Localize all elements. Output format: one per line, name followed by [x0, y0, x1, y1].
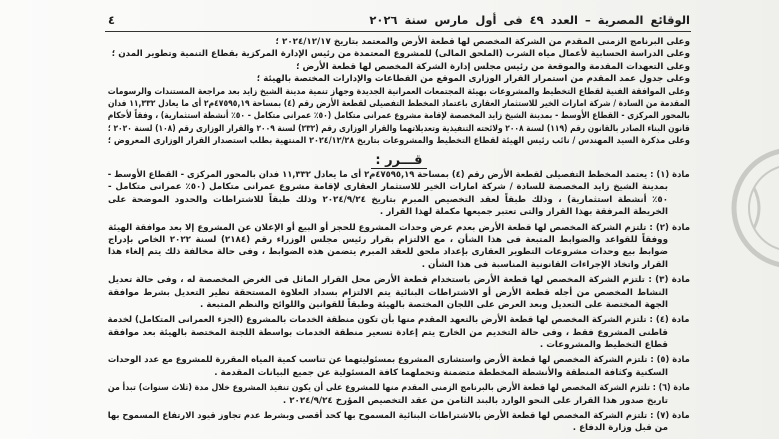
article-label: مادة (٢) : — [649, 222, 690, 233]
preamble-text: وعلى البرنامج الزمنى المقدم من الشركة المخصص لها قطعة الأرض والمعتمد بتاريخ ٢٠٢٤/١٢/١٧ ؛ — [275, 37, 690, 47]
preamble-text: وعلى مذكرة السيد المهندس / نائب رئيس الهيئة لقطاع التخطيط والمشروعات بتاريخ ٢٠٢٤/١٢/٢٨ المنتهية بطلب استصدار القرار الوزارى المعروض ؛ — [108, 136, 690, 147]
article-text: تلتزم الشركة المخصص لها قطعة الأرض بالتعهد المقدم منها بأن تكون منطقة الخدمات بالمشروع (الجزء العمرانى المتكامل) لخدمة — [108, 315, 648, 326]
article-text: تلتزم الشركة المخصص لها قطعة الأرض واستشارى المشروع بمسئوليتهما عن تناسب كمية المياه المقررة للمشروع مع عدد الوحدات — [108, 355, 648, 366]
seal-watermark — [692, 148, 779, 268]
article-line — [108, 246, 690, 258]
decree-text: قـــرر : — [371, 153, 426, 169]
article-line — [108, 314, 690, 326]
article-text: ضوابط بيع وحدات مشروعات التطوير العقارى بإعداد ملحق للعقد المبرم يتضمن هذه الضوابط ، وفى حالة مخالفة ذلك يتم إلغاء هذا — [108, 247, 668, 258]
article-text: السكنية وكثافة المنطقة والأنشطة المخططة متضمنة وتحملهما كافة المسئولية عن جميع البيانات المقدمة . — [214, 367, 668, 378]
preamble-text: وعلى جدول عمد المقدم من استمرار القرار الوزارى الموقع من القطاعات والإدارات المختصة بالهيئة ؛ — [256, 74, 690, 85]
article-text: بمدينة الشيخ زايد المخصصة للسادة / شركة امارات الخير للاستثمار العقارى لإقامة مشروع عمرانى متكامل (٥٠٪ عمرانى متكامل - — [108, 182, 668, 193]
article-6 — [108, 382, 690, 407]
article-text: ووفقاً للقواعد والضوابط المتبعة فى هذا الشأن ، مع الالتزام بقرار رئيس مجلس الوزراء رقم (٢١٨٤) لسنة ٢٠٢٢ الخاص بإدراج — [108, 234, 668, 245]
article-label: مادة (٥) : — [650, 355, 690, 366]
line-content — [108, 274, 690, 286]
header-rule — [105, 31, 691, 32]
preamble-line — [108, 98, 690, 110]
article-line — [108, 194, 690, 206]
preamble-text: المقدمة من السادة / شركة امارات الخير للاستثمار العقارى باعتماد المخطط التفصيلى لقطعة الأرض رقم (٤) بمساحة ٤٧٥٩٥,١٩م٢ أى ما يعادل ١١,٣٣٢ فدان — [108, 98, 690, 109]
article-text: قاطنى المشروع فقط ، وفى حالة التخديم من الخارج يتم إعادة تسعير منطقة الخدمات بواسطة اللجنة المختصة بالهيئة بعد موافقة — [108, 327, 668, 338]
article-line — [108, 422, 690, 434]
article-5 — [108, 354, 690, 379]
line-content — [108, 382, 690, 394]
article-7 — [108, 410, 690, 435]
line-content — [108, 354, 690, 366]
page-header — [108, 11, 690, 29]
article-line — [108, 327, 690, 339]
preamble-text: قانون البناء الصادر بالقانون رقم (١١٩) لسنة ٢٠٠٨ ولائحته التنفيذية وتعديلاتهما والقرار الوزارى رقم (٢٣٢) لسنة ٢٠٠٩ والقرار الوزارى رقم (١٠٨) لسنة ٢٠٢٠ ؛ — [108, 123, 690, 134]
preamble-line — [108, 48, 690, 60]
article-text: تلتزم الشركة المخصص لها قطعة الأرض بالاشتراطات البنائية المسموح بها كحد أقصى وبشرط عدم تجاوز قيود الارتفاع المسموح بها — [108, 411, 648, 422]
article-label: مادة (٤) : — [649, 315, 690, 326]
preamble-line — [108, 61, 690, 73]
gazette-title: الوقائع المصرية – العدد ٤٩ فى أول مارس سنة ٢٠٢٦ — [369, 13, 690, 27]
preamble-text: وعلى التعهدات المقدمة والموقعة من رئيس مجلس إدارة الشركة المخصص لها قطعة الأرض ؛ — [296, 61, 690, 72]
article-text: من قبل وزارة الدفاع . — [572, 423, 668, 434]
article-2 — [108, 222, 690, 272]
seal-emblem-mark — [754, 188, 759, 228]
article-line — [108, 222, 690, 234]
article-line — [108, 234, 690, 246]
article-line — [108, 367, 690, 379]
article-text: يعتمد المخطط التفصيلى لقطعة الأرض رقم (٤) بمساحة ٤٧٥٩٥,١٩م٢ أى ما يعادل ١١,٣٣٢ فدان بالمحور المركزى - القطاع الأوسط - — [108, 170, 648, 180]
line-content — [108, 169, 690, 181]
article-text: النشاط المخصص من أجله قطعة الأرض أو الاشتراطات البنائية يتم الالتزام بسداد العلاوة المستحقة نظير التعديل بشرط موافقة — [108, 287, 668, 298]
preamble-text: وعلى الموافقة الفنية لقطاع التخطيط والمشروعات بهيئة المجتمعات العمرانية الجديدة وجهاز تنمية مدينة الشيخ زايد بعد مراجعة المستندات والرسومات — [108, 86, 690, 97]
preamble-line — [108, 123, 690, 135]
article-label: مادة (٦) : — [652, 383, 690, 394]
line-content — [108, 222, 690, 234]
article-line — [108, 382, 690, 394]
preamble-line — [108, 110, 690, 122]
article-text: تلتزم الشركة المخصص لها قطعة الأرض بالبرنامج الزمنى المقدم منها للمشروع على أن يكون تنفيذ المشروع خلال مدة (ثلاث سنوات) تبدأ من — [108, 383, 651, 394]
seal-inner-ring — [749, 165, 779, 251]
article-text: تلتزم الشركة المخصص لها قطعة الأرض بعدم عرض وحدات المشروع للحجز أو البيع أو الإعلان عن المشروع إلا بعد موافقة الهيئة — [108, 222, 647, 233]
seal-outer-ring — [734, 150, 779, 266]
preamble-line — [108, 86, 690, 98]
article-text: قطاع التخطيط والمشروعات . — [539, 340, 668, 351]
preamble-text: بالمحور المركزى - القطاع الأوسط - بمدينة الشيخ زايد المخصصة لإقامة مشروع عمرانى متكامل (٥٠٪ عمرانى متكامل - ٥٠٪ أنشطة استثمارية) ، وفقاً لأحكام — [108, 111, 690, 122]
article-3 — [108, 274, 690, 311]
preamble-text: وعلى الدراسة الحسابية لأعمال مياه الشرب (الملحق المالى) للمشروع المعتمدة من رئيس الإدارة المركزية بقطاع التنمية وتطوير المدن ؛ — [111, 49, 690, 60]
article-4 — [108, 314, 690, 351]
article-line — [108, 299, 690, 311]
article-label: مادة (٧) : — [650, 411, 690, 422]
preamble-line — [108, 73, 690, 85]
preamble — [108, 36, 690, 148]
line-content — [108, 314, 690, 326]
page-number: ٤ — [108, 13, 116, 27]
article-text: تلتزم الشركة المخصص لها قطعة الأرض باستخدام قطعة الأرض محل القرار الماثل فى الغرض المخصصة له ، وفى حالة تعديل — [108, 275, 645, 286]
article-line — [108, 395, 690, 407]
article-text: ٥٠٪ أنشطة استثمارية) ، وذلك طبقاً لعقد التخصيص المبرم بتاريخ ٢٠٢٤/٩/٢٤ وذلك طبقاً للاشتراطات والحدود الموضحة على — [108, 194, 668, 205]
article-line — [108, 339, 690, 351]
article-1 — [108, 169, 690, 219]
article-text: الجهة المختصة على التعديل وبعد العرض على اللجان المختصة بالهيئة وطبقاً للقوانين واللوائح والنظم المتبعة . — [200, 299, 668, 310]
article-line — [108, 287, 690, 299]
article-label: مادة (٣) : — [648, 275, 690, 286]
article-line — [108, 259, 690, 271]
article-text: تاريخ صدور هذا القرار على النحو الوارد بالبند الثامن من عقد التخصيص المؤرخ ٢٠٢٤/٩/٢٤ . — [282, 395, 668, 406]
article-label: مادة (١) : — [650, 170, 690, 180]
preamble-line — [108, 36, 690, 48]
article-line — [108, 410, 690, 422]
article-line — [108, 169, 690, 181]
article-line — [108, 206, 690, 218]
article-line — [108, 181, 690, 193]
article-text: القرار واتخاذ الإجراءات القانونية المناسبة فى هذا الشأن . — [421, 259, 668, 270]
articles — [108, 169, 690, 435]
article-line — [108, 354, 690, 366]
article-line — [108, 274, 690, 286]
decree-heading — [108, 149, 690, 166]
line-content — [108, 410, 690, 422]
preamble-line — [108, 135, 690, 147]
article-text: الخريطة المرفقة بهذا القرار والتى تعتبر جميعها مكملة لهذا القرار . — [379, 207, 668, 218]
